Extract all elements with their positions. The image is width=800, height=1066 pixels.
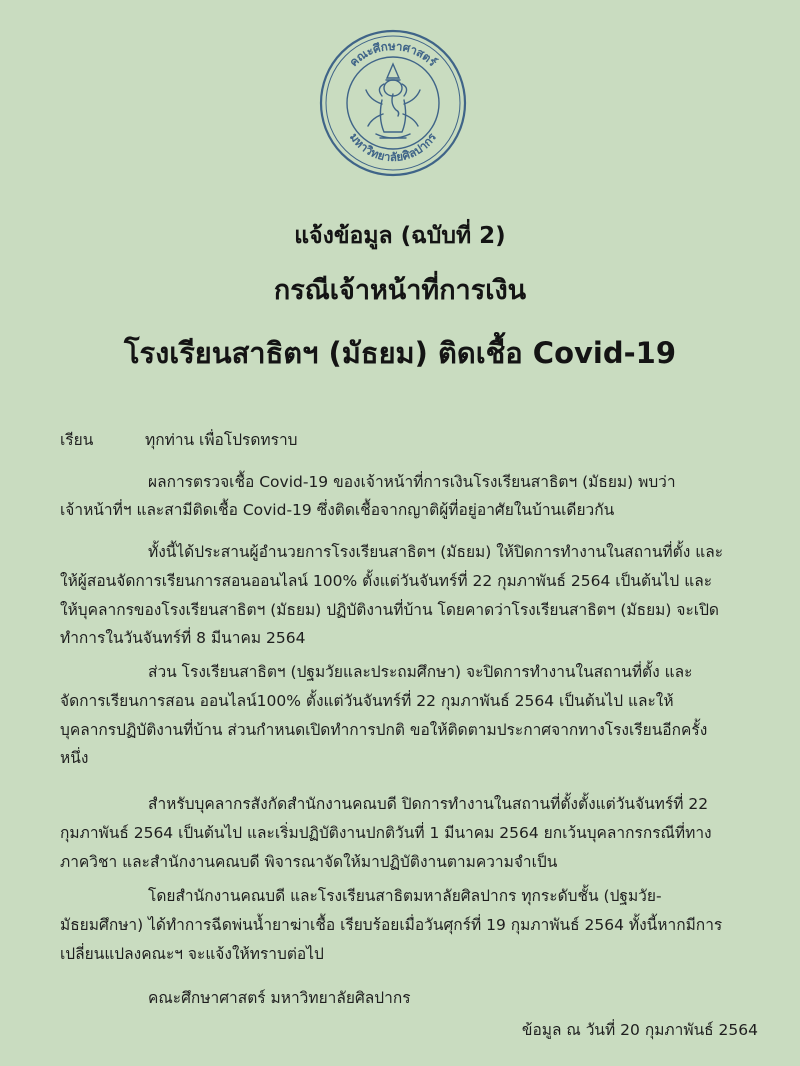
paragraph-line: หนึ่ง — [60, 749, 89, 767]
paragraph-line: บุคลากรปฏิบัติงานที่บ้าน ส่วนกำหนดเปิดทำการปกติ ขอให้ติดตามประกาศจากทางโรงเรียนอีกครั้ง — [60, 721, 708, 739]
notice-headline: โรงเรียนสาธิตฯ (มัธยม) ติดเชื้อ Covid-19 — [123, 336, 677, 370]
salutation-label: เรียน — [60, 431, 94, 449]
paragraph-line: เปลี่ยนแปลงคณะฯ จะแจ้งให้ทราบต่อไป — [60, 945, 324, 963]
date-line: ข้อมูล ณ วันที่ 20 กุมภาพันธ์ 2564 — [521, 1021, 758, 1039]
paragraph-line: ให้ผู้สอนจัดการเรียนการสอนออนไลน์ 100% ตั้งแต่วันจันทร์ที่ 22 กุมภาพันธ์ 2564 เป็นต้นไป และ — [60, 572, 713, 590]
paragraph-line: ทำการในวันจันทร์ที่ 8 มีนาคม 2564 — [60, 629, 306, 647]
signature-line: คณะศึกษาศาสตร์ มหาวิทยาลัยศิลปากร — [148, 989, 411, 1007]
paragraph-line: ทั้งนี้ได้ประสานผู้อำนวยการโรงเรียนสาธิตฯ (มัธยม) ให้ปิดการทำงานในสถานที่ตั้ง และ — [148, 543, 724, 561]
paragraph-line: สำหรับบุคลากรสังกัดสำนักงานคณบดี ปิดการทำงานในสถานที่ตั้งตั้งแต่วันจันทร์ที่ 22 — [148, 795, 709, 813]
faculty-seal-logo — [318, 28, 468, 178]
paragraph-line: มัธยมศึกษา) ได้ทำการฉีดพ่นน้ำยาฆ่าเชื้อ เรียบร้อยเมื่อวันศุกร์ที่ 19 กุมภาพันธ์ 2564 ทั้งนี้หากมีการ — [60, 916, 723, 934]
paragraph-line: ให้บุคลากรของโรงเรียนสาธิตฯ (มัธยม) ปฏิบัติงานที่บ้าน โดยคาดว่าโรงเรียนสาธิตฯ (มัธยม) จะเปิด — [60, 601, 719, 619]
paragraph-line: ผลการตรวจเชื้อ Covid-19 ของเจ้าหน้าที่การเงินโรงเรียนสาธิตฯ (มัธยม) พบว่า — [148, 473, 676, 491]
seal-bottom-text: มหาวิทยาลัยศิลปากร — [346, 130, 440, 165]
ganesha-seal-icon — [366, 64, 420, 138]
paragraph-line: จัดการเรียนการสอน ออนไลน์100% ตั้งแต่วันจันทร์ที่ 22 กุมภาพันธ์ 2564 เป็นต้นไป และให้ — [60, 692, 674, 710]
notice-title: แจ้งข้อมูล (ฉบับที่ 2) — [294, 223, 506, 249]
paragraph-line: ส่วน โรงเรียนสาธิตฯ (ปฐมวัยและประถมศึกษา) จะปิดการทำงานในสถานที่ตั้ง และ — [148, 663, 693, 681]
paragraph-line: โดยสำนักงานคณบดี และโรงเรียนสาธิตมหาลัยศิลปากร ทุกระดับชั้น (ปฐมวัย- — [148, 887, 662, 905]
notice-subtitle: กรณีเจ้าหน้าที่การเงิน — [273, 275, 527, 306]
seal-top-text: คณะศึกษาศาสตร์ — [346, 38, 440, 70]
paragraph-line: กุมภาพันธ์ 2564 เป็นต้นไป และเริ่มปฏิบัติงานปกติวันที่ 1 มีนาคม 2564 ยกเว้นบุคลากรกรณีที่ทาง — [60, 824, 712, 842]
svg-text:มหาวิทยาลัยศิลปากร — [347, 130, 440, 164]
salutation-text: ทุกท่าน เพื่อโปรดทราบ — [145, 431, 298, 449]
paragraph-line: เจ้าหน้าที่ฯ และสามีติดเชื้อ Covid-19 ซึ่งติดเชื้อจากญาติผู้ที่อยู่อาศัยในบ้านเดียวกัน — [60, 501, 615, 519]
paragraph-line: ภาควิชา และสำนักงานคณบดี พิจารณาจัดให้มาปฏิบัติงานตามความจำเป็น — [60, 853, 558, 871]
